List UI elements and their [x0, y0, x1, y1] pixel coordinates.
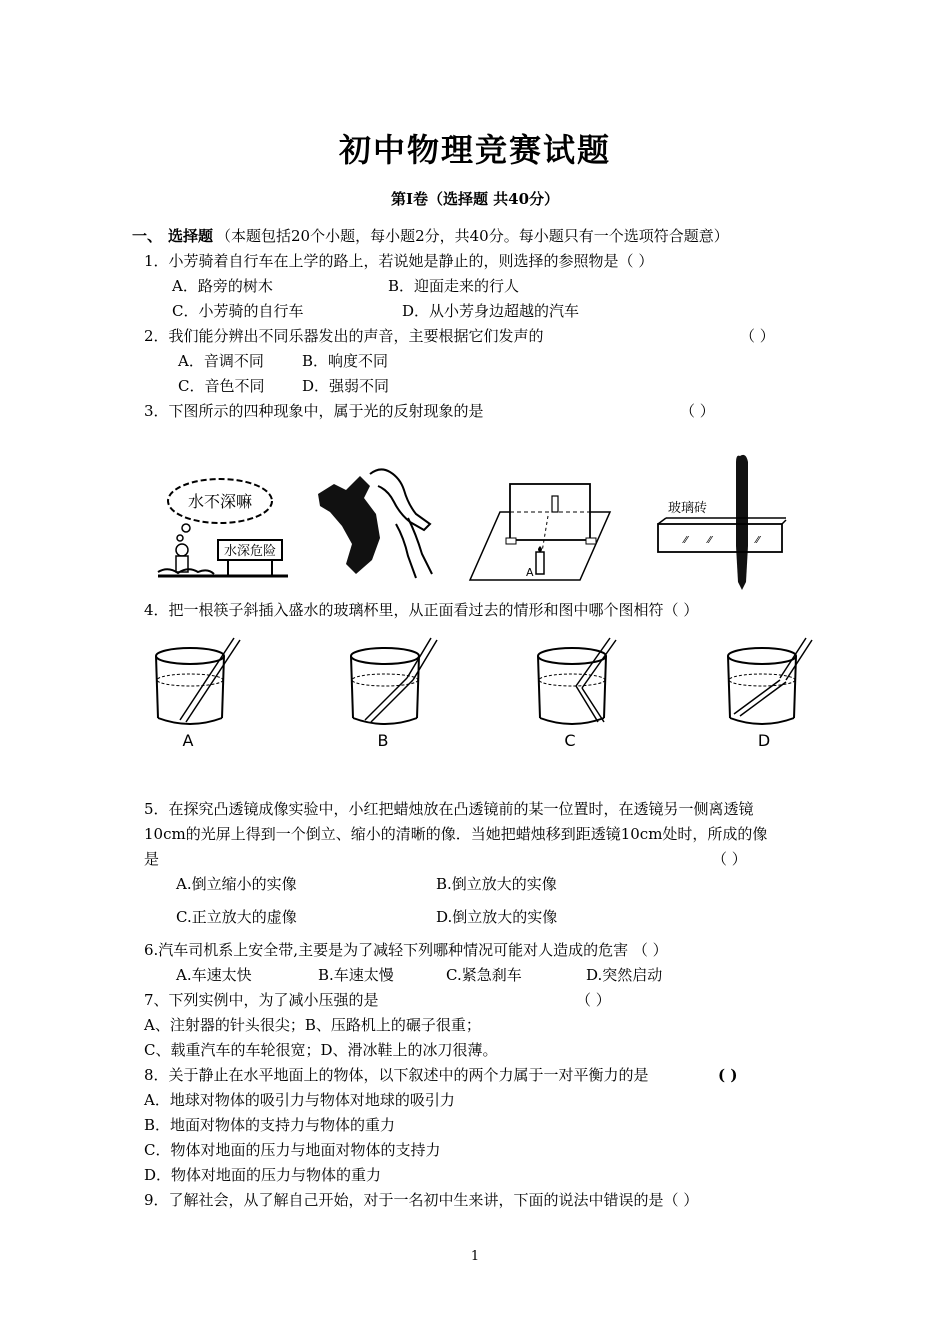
svg-text:⁄⁄: ⁄⁄ — [756, 535, 760, 546]
q5-line-2: 10cm的光屏上得到一个倒立、缩小的清晰的像．当她把蜡烛移到距透镜10cm处时，所成的像 — [144, 825, 768, 843]
q2-option-a: A．音调不同 — [178, 352, 264, 370]
svg-text:⁄⁄: ⁄⁄ — [708, 535, 712, 546]
q3-figure-hand-shadow — [312, 464, 442, 582]
q8-option-d: D．物体对地面的压力与物体的重力 — [144, 1166, 382, 1184]
page-title: 初中物理竞赛试题 — [338, 131, 611, 169]
q6-option-a: A.车速太快 — [176, 966, 252, 984]
q2-option-b: B．响度不同 — [302, 352, 389, 370]
q5-option-b: B.倒立放大的实像 — [436, 875, 557, 893]
q3-figure-glass-block — [656, 452, 786, 592]
q3-sign-text: 水深危险 — [223, 544, 277, 559]
q1-option-c: C．小芳骑的自行车 — [172, 302, 304, 320]
q7-options-ab: A、注射器的针头很尖；B、压路机上的碾子很重； — [144, 1016, 481, 1034]
q4-cup-d — [722, 636, 817, 751]
q6-option-c: C.紧急刹车 — [446, 966, 522, 984]
q5-line-1: 5．在探究凸透镜成像实验中，小红把蜡烛放在凸透镜前的某一位置时，在透镜另一侧离透镜 — [144, 800, 754, 818]
q4-cup-c — [532, 636, 627, 751]
q8-option-a: A．地球对物体的吸引力与物体对地球的吸引力 — [144, 1091, 455, 1109]
q7-answer-paren: （ ） — [576, 991, 611, 1009]
section-name: 选择题 — [168, 227, 214, 245]
q2-option-d: D．强弱不同 — [302, 377, 390, 395]
q3-candle-label: A — [526, 566, 534, 579]
q3-stem: 3．下图所示的四种现象中，属于光的反射现象的是 — [144, 402, 484, 420]
q8-stem: 8．关于静止在水平地面上的物体，以下叙述中的两个力属于一对平衡力的是 — [144, 1066, 649, 1084]
q1-stem: 1．小芳骑着自行车在上学的路上，若说她是静止的，则选择的参照物是（ ） — [144, 252, 654, 270]
q2-stem: 2．我们能分辨出不同乐器发出的声音，主要根据它们发声的 — [144, 327, 544, 345]
q1-option-b: B．迎面走来的行人 — [388, 277, 520, 295]
section-description: （本题包括20个小题，每小题2分，共40分。每小题只有一个选项符合题意） — [216, 227, 729, 245]
q3-figure-plane-mirror — [470, 472, 610, 582]
q8-answer-paren: ( ) — [718, 1066, 738, 1084]
q6-option-d: D.突然启动 — [586, 966, 663, 984]
q5-answer-paren: （ ） — [712, 850, 747, 868]
q4-label-a: A — [182, 731, 194, 750]
q5-option-c: C.正立放大的虚像 — [176, 908, 297, 926]
q4-cup-a — [150, 636, 245, 751]
q1-option-a: A．路旁的树木 — [172, 277, 273, 295]
q7-options-cd: C、载重汽车的车轮很宽；D、滑冰鞋上的冰刀很薄。 — [144, 1041, 498, 1059]
q4-label-c: C — [564, 731, 576, 750]
q3-glass-label: 玻璃砖 — [668, 501, 708, 516]
page-number: 1 — [470, 1249, 480, 1264]
q2-answer-paren: （ ） — [740, 327, 775, 345]
q3-bubble-text: 水不深嘛 — [187, 492, 253, 511]
q8-option-c: C．物体对地面的压力与地面对物体的支持力 — [144, 1141, 441, 1159]
q2-option-c: C．音色不同 — [178, 377, 265, 395]
q4-label-d: D — [757, 731, 771, 750]
q4-stem: 4．把一根筷子斜插入盛水的玻璃杯里，从正面看过去的情形和图中哪个图相符（ ） — [144, 601, 699, 619]
q3-figure-pool — [158, 474, 288, 582]
q9-stem: 9．了解社会，从了解自己开始，对于一名初中生来讲，下面的说法中错误的是（ ） — [144, 1191, 699, 1209]
section-number: 一、 — [132, 227, 163, 245]
q4-label-b: B — [377, 731, 389, 750]
q8-option-b: B．地面对物体的支持力与物体的重力 — [144, 1116, 396, 1134]
q4-cup-b — [345, 636, 440, 751]
q3-answer-paren: （ ） — [680, 402, 715, 420]
q5-option-a: A.倒立缩小的实像 — [176, 875, 297, 893]
q5-line-3: 是 — [144, 850, 160, 868]
q7-stem: 7、下列实例中，为了减小压强的是 — [144, 991, 379, 1009]
svg-text:⁄⁄: ⁄⁄ — [684, 535, 688, 546]
q1-option-d: D．从小芳身边超越的汽车 — [402, 302, 580, 320]
page-subtitle: 第Ⅰ卷（选择题 共40分） — [390, 190, 560, 208]
q5-option-d: D.倒立放大的实像 — [436, 908, 558, 926]
q6-stem: 6.汽车司机系上安全带,主要是为了减轻下列哪种情况可能对人造成的危害 （ ） — [144, 941, 668, 959]
q6-option-b: B.车速太慢 — [318, 966, 394, 984]
